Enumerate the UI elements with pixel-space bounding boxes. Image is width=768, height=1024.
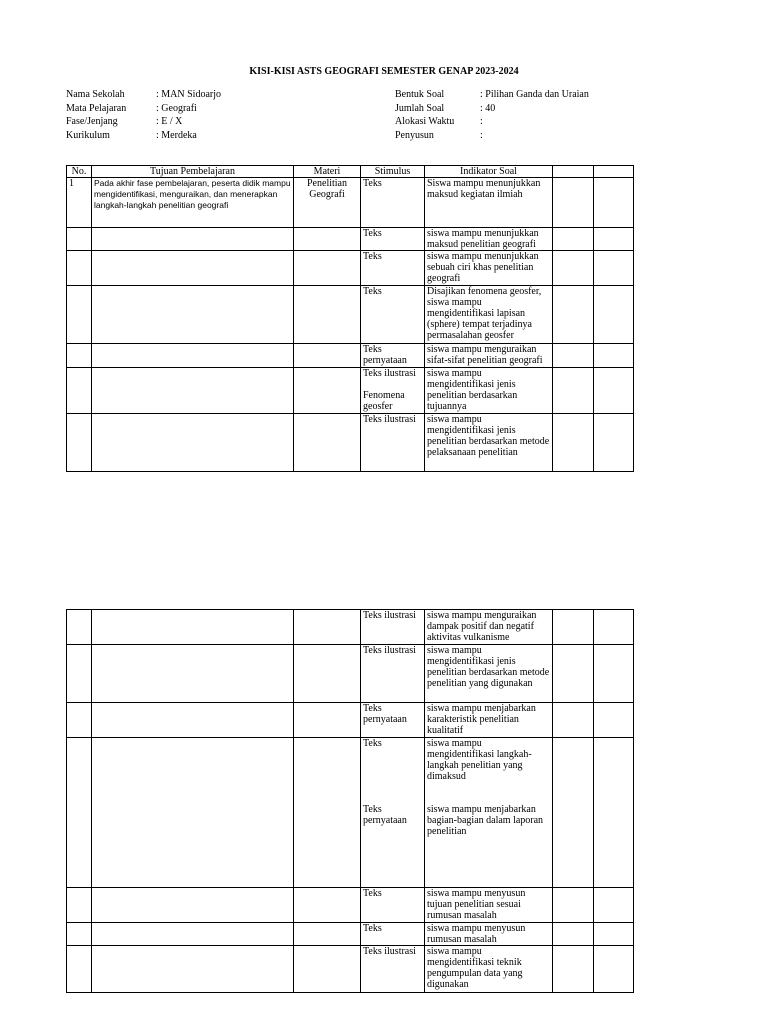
cell-tujuan — [92, 645, 294, 703]
indikator-text-2: siswa mampu menjabarkan bagian-bagian dalam laporan penelitian — [427, 804, 544, 837]
info-label: Kurikulum — [66, 129, 110, 141]
table-row — [67, 414, 634, 472]
cell-indikator: siswa mampu menguraikan dampak positif dan negatif aktivitas vulkanisme — [425, 610, 553, 645]
table-row — [67, 738, 634, 888]
cell-materi — [294, 645, 361, 703]
cell-stimulus: Teks — [361, 178, 425, 228]
info-row — [395, 129, 589, 143]
table-row — [67, 645, 634, 703]
cell-stimulus: Teks — [361, 888, 425, 923]
cell-empty — [594, 178, 634, 228]
cell-indikator: siswa mampu menunjukkan maksud penelitian geografi — [425, 228, 553, 251]
cell-stimulus — [361, 368, 425, 414]
table-row — [67, 923, 634, 946]
header-materi: Materi — [294, 166, 361, 178]
cell-materi — [294, 888, 361, 923]
stimulus-extra-text: Fenomena geosfer — [363, 390, 405, 412]
cell-tujuan — [92, 344, 294, 368]
cell-materi — [294, 923, 361, 946]
cell-empty — [594, 923, 634, 946]
cell-materi — [294, 610, 361, 645]
info-label: Fase/Jenjang — [66, 116, 118, 127]
cell-indikator — [425, 738, 553, 888]
info-row — [66, 102, 221, 116]
cell-materi — [294, 946, 361, 993]
cell-indikator: Disajikan fenomena geosfer, siswa mampu mengidentifikasi lapisan (sphere) tempat terjadinya permasalahan geosfer — [425, 286, 553, 344]
cell-no — [67, 368, 92, 414]
school-info — [66, 88, 221, 142]
cell-materi — [294, 368, 361, 414]
cell-no — [67, 414, 92, 472]
cell-tujuan — [92, 251, 294, 286]
cell-empty — [594, 738, 634, 888]
table-row — [67, 228, 634, 251]
table-row — [67, 251, 634, 286]
cell-empty — [553, 946, 594, 993]
cell-materi — [294, 738, 361, 888]
info-row — [395, 102, 589, 116]
cell-empty — [594, 414, 634, 472]
cell-stimulus: Teks — [361, 923, 425, 946]
exam-info — [395, 88, 589, 142]
cell-stimulus: Teks pernyataan — [361, 703, 425, 738]
cell-stimulus: Teks — [361, 286, 425, 344]
cell-empty — [553, 368, 594, 414]
cell-indikator: siswa mampu mengidentifikasi jenis penelitian berdasarkan metode penelitian yang digunakan — [425, 645, 553, 703]
cell-indikator: siswa mampu mengidentifikasi jenis penelitian berdasarkan tujuannya — [425, 368, 553, 414]
header-tujuan: Tujuan Pembelajaran — [92, 166, 294, 178]
document-title: KISI-KISI ASTS GEOGRAFI SEMESTER GENAP 2023-2024 — [249, 66, 519, 77]
info-value: : Pilihan Ganda dan Uraian — [480, 89, 589, 100]
cell-tujuan — [92, 368, 294, 414]
info-label: Nama Sekolah — [66, 89, 125, 100]
table-row — [67, 286, 634, 344]
cell-materi — [294, 344, 361, 368]
cell-stimulus: Teks ilustrasi — [361, 414, 425, 472]
stimulus-text: Teks ilustrasi — [363, 368, 416, 379]
cell-empty — [553, 414, 594, 472]
cell-tujuan — [92, 414, 294, 472]
cell-empty — [594, 946, 634, 993]
info-row — [66, 115, 221, 129]
cell-empty — [594, 888, 634, 923]
cell-no — [67, 946, 92, 993]
cell-no — [67, 888, 92, 923]
cell-empty — [553, 645, 594, 703]
info-value: : E / X — [156, 116, 183, 127]
info-label: Jumlah Soal — [395, 102, 445, 114]
info-row — [395, 115, 589, 129]
cell-materi — [294, 286, 361, 344]
cell-materi — [294, 251, 361, 286]
info-label: Mata Pelajaran — [66, 102, 127, 114]
cell-indikator: siswa mampu menjabarkan karakteristik penelitian kualitatif — [425, 703, 553, 738]
table-header-row — [67, 166, 634, 178]
table-row — [67, 368, 634, 414]
cell-no — [67, 610, 92, 645]
cell-no — [67, 251, 92, 286]
cell-tujuan — [92, 228, 294, 251]
cell-no — [67, 286, 92, 344]
cell-indikator: Siswa mampu menunjukkan maksud kegiatan ilmiah — [425, 178, 553, 228]
cell-stimulus: Teks — [361, 228, 425, 251]
cell-tujuan — [92, 888, 294, 923]
stimulus-text: Teks — [363, 738, 382, 749]
info-value: : Merdeka — [156, 129, 197, 141]
info-row — [66, 88, 221, 102]
header-extra — [594, 166, 634, 178]
header-no: No. — [67, 166, 92, 178]
info-value: : — [480, 129, 483, 141]
cell-indikator: siswa mampu menguraikan sifat-sifat penelitian geografi — [425, 344, 553, 368]
cell-no — [67, 738, 92, 888]
info-row — [66, 129, 221, 143]
cell-materi — [294, 414, 361, 472]
info-value: : 40 — [480, 102, 496, 114]
cell-empty — [553, 286, 594, 344]
cell-empty — [553, 228, 594, 251]
kisi-kisi-table-page-1 — [66, 165, 634, 472]
info-row — [395, 88, 589, 102]
cell-no — [67, 228, 92, 251]
cell-materi — [294, 228, 361, 251]
cell-empty — [553, 251, 594, 286]
cell-empty — [553, 738, 594, 888]
cell-tujuan — [92, 610, 294, 645]
kisi-kisi-table-page-2 — [66, 609, 634, 993]
cell-tujuan — [92, 946, 294, 993]
info-value: : Geografi — [156, 102, 197, 114]
cell-no — [67, 344, 92, 368]
table-row — [67, 946, 634, 993]
cell-empty — [594, 703, 634, 738]
cell-indikator: siswa mampu mengidentifikasi jenis penelitian berdasarkan metode pelaksanaan penelitian — [425, 414, 553, 472]
cell-stimulus: Teks — [361, 251, 425, 286]
cell-tujuan — [92, 738, 294, 888]
cell-empty — [553, 923, 594, 946]
table-row — [67, 888, 634, 923]
info-label: Bentuk Soal — [395, 89, 445, 100]
cell-indikator: siswa mampu menunjukkan sebuah ciri khas penelitian geografi — [425, 251, 553, 286]
cell-stimulus: Teks ilustrasi — [361, 645, 425, 703]
cell-stimulus: Teks ilustrasi — [361, 610, 425, 645]
info-label: Alokasi Waktu — [395, 116, 455, 127]
cell-empty — [594, 344, 634, 368]
cell-no: 1 — [67, 178, 92, 228]
cell-tujuan — [92, 923, 294, 946]
cell-stimulus: Teks ilustrasi — [361, 946, 425, 993]
cell-empty — [553, 703, 594, 738]
cell-empty — [553, 344, 594, 368]
info-value: : MAN Sidoarjo — [156, 89, 221, 100]
cell-materi: Penelitian Geografi — [294, 178, 361, 228]
cell-no — [67, 645, 92, 703]
cell-empty — [594, 368, 634, 414]
cell-empty — [553, 178, 594, 228]
cell-no — [67, 923, 92, 946]
cell-materi — [294, 703, 361, 738]
cell-stimulus — [361, 738, 425, 888]
table-row — [67, 344, 634, 368]
cell-empty — [594, 286, 634, 344]
indikator-text: siswa mampu mengidentifikasi langkah-langkah penelitian yang dimaksud — [427, 738, 532, 782]
cell-empty — [594, 645, 634, 703]
cell-stimulus: Teks pernyataan — [361, 344, 425, 368]
table-row — [67, 610, 634, 645]
cell-no — [67, 703, 92, 738]
table-row — [67, 703, 634, 738]
stimulus-text-2: Teks pernyataan — [363, 804, 407, 826]
info-value: : — [480, 116, 483, 127]
cell-indikator: siswa mampu menyusun rumusan masalah — [425, 923, 553, 946]
cell-empty — [594, 610, 634, 645]
cell-tujuan — [92, 286, 294, 344]
header-extra — [553, 166, 594, 178]
cell-empty — [594, 251, 634, 286]
info-label: Penyusun — [395, 129, 434, 141]
cell-indikator: siswa mampu mengidentifikasi teknik pengumpulan data yang digunakan — [425, 946, 553, 993]
header-indikator: Indikator Soal — [425, 166, 553, 178]
cell-empty — [553, 610, 594, 645]
cell-tujuan — [92, 703, 294, 738]
cell-empty — [553, 888, 594, 923]
table-row — [67, 178, 634, 228]
cell-empty — [594, 228, 634, 251]
cell-indikator: siswa mampu menyusun tujuan penelitian sesuai rumusan masalah — [425, 888, 553, 923]
header-stimulus: Stimulus — [361, 166, 425, 178]
cell-tujuan: Pada akhir fase pembelajaran, peserta didik mampu mengidentifikasi, menguraikan, dan menerapkan langkah-langkah penelitian geografi — [92, 178, 294, 228]
